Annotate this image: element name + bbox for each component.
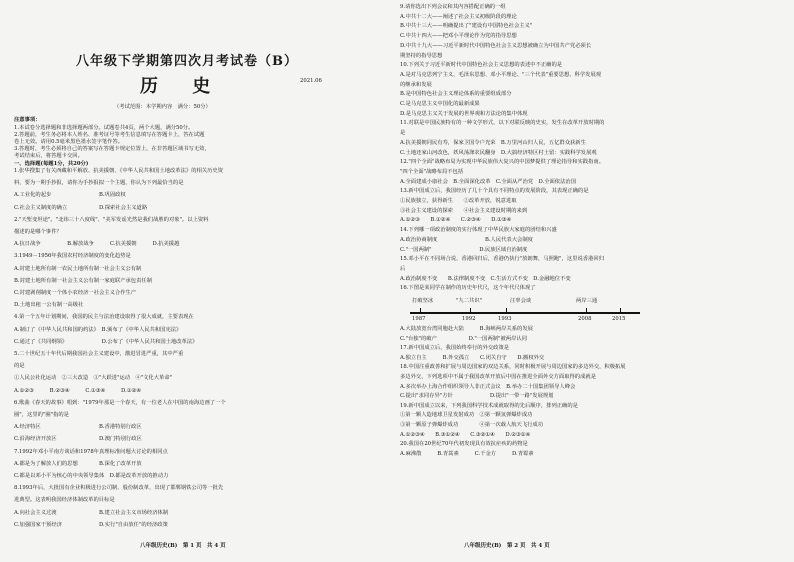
text-line: 5.二十世纪五十年代后期我国社会主义建设中，激进冒进严重，其中严重 <box>14 351 184 357</box>
text-line: B.是中国特色社会主义理论体系的重要组成部分 <box>400 91 512 98</box>
timeline-year: 1992 <box>462 316 476 322</box>
text-line: C.封建剥削制度一个体小农经济一社会主义合作生产 <box>14 290 137 296</box>
text-line: 17.新中国成立后，我国始终奉行的外交政策是 <box>400 345 510 352</box>
text-line: 料，要为一期手抄报，请你为手抄报拟一个主题，你认为下列最恰当的是 <box>14 180 184 187</box>
text-line: C.通过了《共同纲领》 D.公布了《中华人民共和国土地改革法》 <box>14 338 198 345</box>
text-line: C.土地还家山河改色，妖风荡涤农民翻身 D.大搞经济特区村土留：实践科学发展观 <box>400 149 597 156</box>
text-line: 1.张华搜集了有关西藏和平解放、抗美援朝、《中华人民共和国土地改革法》的相关历史资 <box>14 168 223 174</box>
text-line: 13.新中国成立后，我国经历了几十个具有不同特点的发展阶段，其表现正确的是 <box>400 188 589 195</box>
text-line: 2.答题前，考生务必将本人姓名、准考证号等考生信息填写在答题卡上，答在试题 <box>14 132 205 138</box>
text-line: C.沿海经济开放区 D.澳门特别行政区 <box>14 436 142 443</box>
text-line: B.封建土地所有制一社会主义公有制一家庭联产承包责任制 <box>14 277 152 284</box>
section-heading: 一、选择题(每题1分，共20分) <box>14 161 89 167</box>
text-line: D.中共十九大——习近平新时代中国特色社会主义思想被确立为中国共产党必须长 <box>400 42 592 49</box>
timeline-tick <box>586 308 587 314</box>
text-line: 考试结束后，将答题卡交回。 <box>14 153 83 159</box>
exam-title: 八年级下学期第四次月考试卷（B） <box>76 54 298 69</box>
exam-page-left <box>0 0 392 562</box>
page-footer-left: 八年级历史(B) 第 1 页 共 4 页 <box>140 543 226 549</box>
text-line: C.社会主义制度的确立 D.探索社会主义道路 <box>14 204 148 211</box>
text-line: 18.中国注重政善和扩展与周边国家的双边关系，同时积极开展与周边国家的多边外交，积极拓展 <box>400 364 626 371</box>
page-footer-right: 八年级历史(B) 第 2 页 共 4 页 <box>464 543 550 549</box>
text-line: 3.1949－1956年我国农村经济制度的变化趋势是 <box>14 253 131 260</box>
text-line: 卷上无效。请用0.5毫米黑色墨水签字笔作答。 <box>14 139 124 145</box>
text-line: ①第一颗人造地球卫星发射成功 ②第一颗氢弹爆炸成功 <box>400 412 533 419</box>
text-line: 7.1992年邓小平南方谈话和1978年真理标准问题大讨论的相同点 <box>14 448 168 455</box>
text-line: A.经济特区 B.香港特别行政区 <box>14 424 142 431</box>
text-line: 8.1993年后，大批国有企业积极进行公司制、股份制改革，出现了邯郸钢铁公司等一批先 <box>14 485 224 492</box>
text-line: ①民族独立，获得新生 ②改革开放，锐意进取 <box>400 198 517 204</box>
text-line: 是 <box>400 130 406 137</box>
text-line: 进典型。这表明我国经济体制改革的目标是 <box>14 497 115 504</box>
text-line: 2."天堑变坦途"。"北纬三十八度线"、"美军发谣光然是我们战胜的对象"。以上资料 <box>14 216 209 223</box>
text-line: 圈"，这里的"圈"指的是 <box>14 412 69 418</box>
subject-heading: 历 史 <box>140 76 225 97</box>
text-line: C.是马克思主义中国化的最新成果 <box>400 101 480 107</box>
timeline-year: 2008 <box>578 316 592 322</box>
text-line: ③第一颗原子弹爆炸成功 ④第一次载人航天飞行成功 <box>400 422 544 428</box>
text-line: A.抗日战争 B.解放战争 C.抗美援朝 D.抗美援越 <box>14 241 180 248</box>
text-line: B.中共十三大——明确提出了"建设有中国特色社会主义" <box>400 23 533 30</box>
text-line: 的是 <box>14 363 25 370</box>
timeline-label-3: 汪辜会谈 <box>510 298 532 304</box>
text-line: 的继承和发展 <box>400 81 432 88</box>
text-line: A.全面建成小康社会 B.全面深化改革 C.全面从严治党 D.全面依法治国 <box>400 178 576 185</box>
text-line: 后 <box>400 265 406 272</box>
text-line: 1.本试卷分选择题和非选择题两部分。试题卷共4页，两个大题，满分50分。 <box>14 125 194 131</box>
text-line: 期坚持的指导思想 <box>400 52 443 59</box>
text-line: A.多次举办上海合作组织领导人非正式会议 B.举办二十国集团领导人峰会 <box>400 383 576 390</box>
timeline-label-2: "九二共识" <box>456 298 483 304</box>
text-line: A.①②③④ B.③①②④ C.③②①④ D.②③①④ <box>400 431 531 438</box>
text-line: C.中共十四大——把邓小平理论作为党的指导思想 <box>400 33 517 40</box>
text-line: A.独立自主 B.外交孤立 C.闭关自守 D.搬权外交 <box>400 354 545 361</box>
text-line: 4.第一个五年计划期间，我国的民主与法治建设取得了很大成就，主要表现在 <box>14 314 194 321</box>
text-line: A.麻沸散 B.青蒿素 C.千金方 D.青霉素 <box>400 450 534 457</box>
text-line: 16.下图是某同学在制作的历史年代尺，这个年代尺体现了 <box>400 285 536 292</box>
text-line: 19.新中国成立以来，下列我国科学技术成就取得的先后顺序，排列正确的是 <box>400 402 578 409</box>
text-line: 多边外交，下列选项中不属于我国改革开放后中国在推进全面外交方面取得的成就是 <box>400 374 596 380</box>
notice-title: 注意事项： <box>14 117 41 123</box>
text-line: "四个全面"战略布局不包括 <box>400 168 464 175</box>
text-line: 6.歌曲《春天的故事》唱到："1979年那是一个春天，有一位老人在中国的南海边画了一个 <box>14 399 226 406</box>
timeline-tick <box>506 308 507 314</box>
text-line: 描述的是哪个事件？ <box>14 229 62 235</box>
text-line: A.政治协商制度 B.人民代表大会制度 <box>400 236 533 243</box>
text-line: A.①②③ B.②③④ C.①③④ D.①②④ <box>14 387 142 394</box>
text-line: C.都是以邓小平为核心的中央领导集体 D.都是改革开放的推动力 <box>14 473 169 479</box>
timeline-year: 1993 <box>498 316 512 322</box>
text-line: A.制订了《中华人民共和国的约法》 B.颁布了《中华人民共和国宪法》 <box>14 326 182 333</box>
text-line: 14.下列哪一项政治制度的实行体现了中华民族大家庭的团结和兴盛 <box>400 227 557 234</box>
text-line: A.中共十二大——阐述了社会主义初级阶段的理论 <box>400 13 517 20</box>
text-line: A.抗美援朝同民有寿，保家卫国令户光荣 B.万里河山归人民，五亿群众获新生 <box>400 139 586 146</box>
exam-page-right <box>396 0 794 562</box>
text-line: A.都是为了解放人们的思想 B.深化了改革开放 <box>14 460 142 467</box>
text-line: 3.答题时，考生必须将自己的答案写在答题卡规定位置上，在非答题区域书写无效， <box>14 146 210 152</box>
text-line: 12."四个全面"战略布局为实现中华民族伟大复兴的中国梦提供了理论指导和实践指南。 <box>400 159 604 166</box>
text-line: ①人民公社化运动 ②三大改造 ③"大跃进"运动 ④"文化大革命" <box>14 375 173 382</box>
text-line: C."一国两制" D.民族区域自治制度 <box>400 246 528 253</box>
text-line: A.大陆放宽台湾同胞赴大陆 B.海峡两岸关系的发展 <box>400 326 533 332</box>
timeline-tick <box>420 308 421 314</box>
timeline-tick <box>470 308 471 314</box>
exam-scope: （考试范围：本学期内容 满分：50分） <box>114 104 211 110</box>
text-line: ③社会主义建设的探索 ④社会主义建设时期的来到 <box>400 207 528 214</box>
text-line: C.提出"求同存异"方针 D.提出"一带一路"发展规划 <box>400 393 554 400</box>
text-line: 15.邓小平在不同场合说，香港回归后，香港仍执行"放朗舞，马照跑"，这里说香港回归 <box>400 256 604 263</box>
text-line: A.是对马克思列宁主义、毛泽东思想、邓小平理论、"三个代表"重要思想、科学发展观 <box>400 71 602 78</box>
text-line: A.①②③ B.①②④ C.②③④ D.①③④ <box>400 217 512 224</box>
text-line: D.是马克思主义关于发展的世界观和方法论的集中体现 <box>400 110 528 117</box>
text-line: 20.我国在20世纪70年代初发现具有效抗疟疾的药物是 <box>400 441 528 448</box>
text-line: A.向社会主义过渡 B.建立社会主义市场经济体制 <box>14 509 169 516</box>
timeline-label-1: 打破坚冰 <box>412 298 434 304</box>
text-line: C."台独"的破产 D."一国两制"被两岸认同 <box>400 335 527 342</box>
timeline-axis <box>410 312 640 314</box>
text-line: A.封建土地所有制一农民土地所有制一社会主义公有制 <box>14 265 142 272</box>
text-line: 9.请你选出下列会议和其内容搭配正确的一组 <box>400 4 506 10</box>
text-line: 10.下列关于习近平新时代中国特色社会主义思想的表述中不正确的是 <box>400 62 563 69</box>
exam-date: 2021.06 <box>300 78 322 84</box>
text-line: D.土地出租一公有制一高级社 <box>14 302 84 309</box>
timeline-tick <box>620 308 621 314</box>
timeline-year: 1987 <box>412 316 426 322</box>
text-line: C.加强国家干预经济 D.实行"自由放任"的经济政策 <box>14 521 168 528</box>
text-line: A.工业化的起步 B.巩固政权 <box>14 192 126 199</box>
text-line: 11.对联是中国民族特有的一种文学形式，以下对联反映的史实，发生在改革开放时期的 <box>400 120 605 127</box>
text-line: A.政治制度不变 B.法律制度不变 C.生活方式不变 D.金融地位不变 <box>400 275 571 282</box>
timeline-year: 2015 <box>612 316 626 322</box>
timeline-label-4: 两岸三通 <box>576 298 598 304</box>
